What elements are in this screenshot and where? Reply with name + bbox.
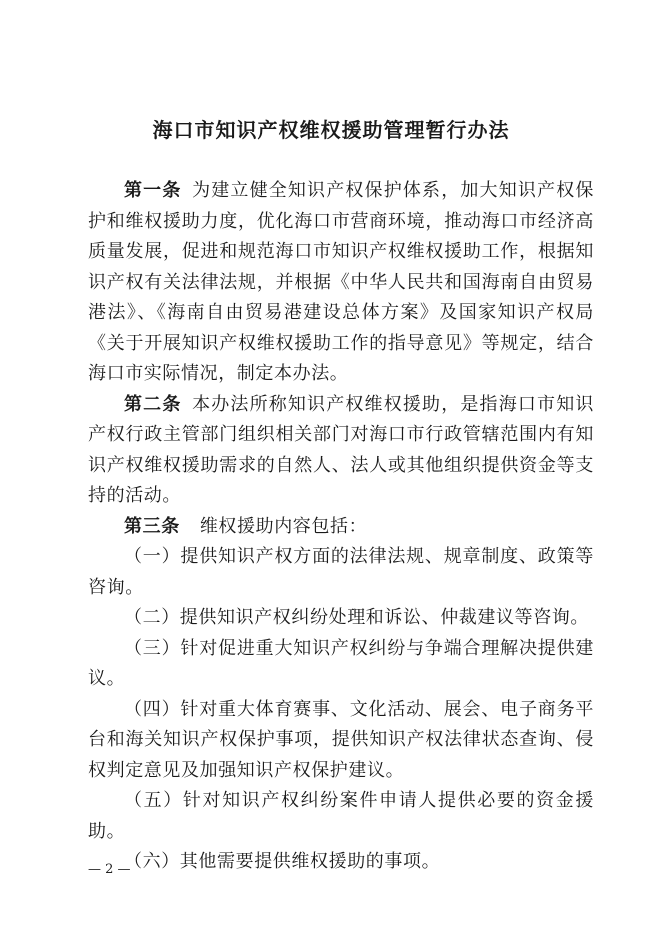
list-item: （五）针对知识产权纠纷案件申请人提供必要的资金援助。: [88, 790, 594, 842]
article-3-text: 维权援助内容包括：: [199, 515, 368, 537]
article-2: [88, 390, 594, 512]
list-item: （一）提供知识产权方面的法律法规、规章制度、政策等咨询。: [88, 546, 594, 598]
list-item: （三）针对促进重大知识产权纠纷与争端合理解决提供建议。: [88, 637, 594, 689]
list-item: （六）其他需要提供维权援助的事项。: [124, 851, 441, 872]
list-item: （二）提供知识产权纠纷处理和诉讼、仲裁建议等咨询。: [124, 607, 589, 628]
document-body: [88, 176, 594, 878]
list-item: （四）针对重大体育赛事、文化活动、展会、电子商务平台和海关知识产权保护事项，提供知识产权法律状态查询、侵权判定意见及加强知识产权保护建议。: [88, 698, 594, 781]
document-title: 海口市知识产权维权援助管理暂行办法: [152, 118, 510, 142]
article-3: [88, 512, 594, 543]
article-1-label: 第一条: [124, 180, 182, 201]
article-2-label: 第二条: [124, 393, 182, 415]
article-1: [88, 176, 594, 390]
article-3-label: 第三条: [124, 515, 180, 537]
page-number: — 2 —: [88, 862, 131, 877]
article-1-text: 为建立健全知识产权保护体系，加大知识产权保护和维权援助力度，优化海口市营商环境，推动海口市经济高质量发展，促进和规范海口市知识产权维权援助工作，根据知识产权有关法律法规，并根据《中华人民共和国海南自由贸易港法》、《海南自由贸易港建设总体方案》及国家知识产权局《关于开展知识产权维权援助工作的指导意见》等规定，结合海口市实际情况，制定本办法。: [88, 180, 594, 384]
article-2-text: 本办法所称知识产权维权援助，是指海口市知识产权行政主管部门组织相关部门对海口市行政管辖范围内有知识产权维权援助需求的自然人、法人或其他组织提供资金等支持的活动。: [88, 393, 594, 506]
